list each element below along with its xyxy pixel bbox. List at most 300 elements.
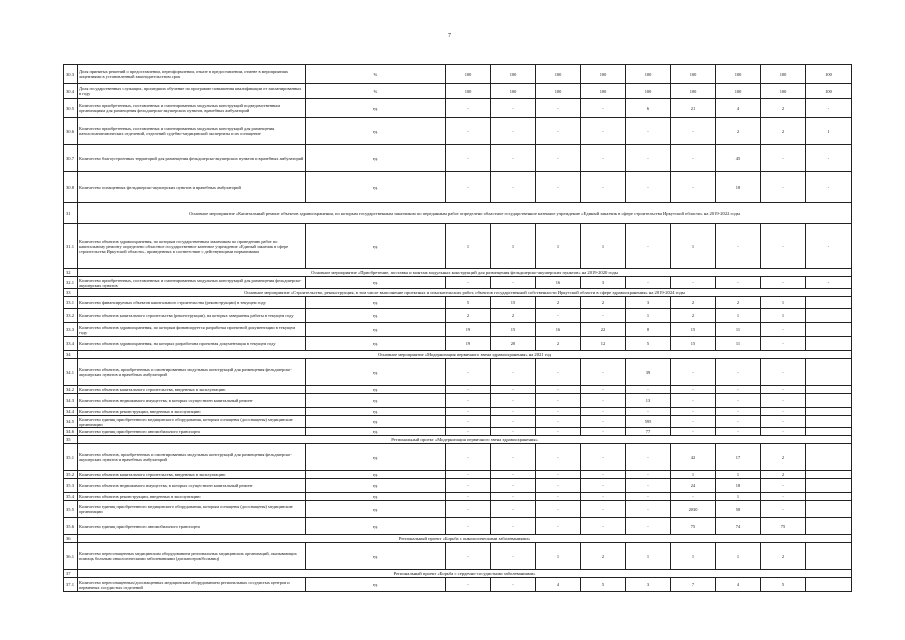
value-cell: 2 xyxy=(491,309,536,323)
table-row xyxy=(64,277,852,289)
value-cell: - xyxy=(446,493,491,501)
value-cell: 17 xyxy=(716,444,761,471)
value-cell: - xyxy=(446,359,491,386)
value-cell: 12 xyxy=(581,337,626,351)
section-title: Региональный проект «Модернизация первичного звена здравоохранения» xyxy=(78,436,852,444)
value-cell: - xyxy=(626,224,671,269)
value-cell: 5 xyxy=(581,578,626,592)
value-cell: 16 xyxy=(536,277,581,289)
value-cell: - xyxy=(446,578,491,592)
table-row xyxy=(64,386,852,394)
value-cell: - xyxy=(761,386,806,394)
value-cell: - xyxy=(626,277,671,289)
value-cell xyxy=(806,493,852,501)
value-cell: 42 xyxy=(671,444,716,471)
value-cell: 2 xyxy=(446,309,491,323)
value-cell: - xyxy=(446,518,491,535)
value-cell: - xyxy=(626,386,671,394)
value-cell: - xyxy=(446,118,491,145)
value-cell xyxy=(806,479,852,493)
value-cell: 100 xyxy=(581,84,626,99)
value-cell: 1 xyxy=(626,309,671,323)
value-cell: 2 xyxy=(761,543,806,570)
value-cell: - xyxy=(671,386,716,394)
table-row xyxy=(64,394,852,408)
row-number: 30.6 xyxy=(64,118,78,145)
indicator-name: Количество объектов недвижимого имущества, в которых осуществлен капитальный ремонт xyxy=(78,394,306,408)
value-cell: - xyxy=(536,359,581,386)
value-cell: - xyxy=(761,323,806,337)
value-cell: 100 xyxy=(626,65,671,84)
value-cell: - xyxy=(446,416,491,428)
section-row xyxy=(64,289,852,297)
indicator-name: Количество приобретенных, поставленных и смонтированных модульных конструкций для размещения патологоанатомических отделений, отделений судебно-медицинской экспертизы и их оснащение xyxy=(78,118,306,145)
indicator-name: Количество переоснащенных/дооснащенных медицинским оборудованием региональных сосудистых центров и первичных сосудистых отделений xyxy=(78,578,306,592)
row-number: 32.1 xyxy=(64,277,78,289)
value-cell: - xyxy=(581,386,626,394)
value-cell: - xyxy=(581,394,626,408)
row-number: 35.3 xyxy=(64,479,78,493)
value-cell: - xyxy=(536,518,581,535)
table-row xyxy=(64,444,852,471)
value-cell: 15 xyxy=(671,337,716,351)
value-cell: - xyxy=(626,145,671,172)
value-cell: 4 xyxy=(716,99,761,118)
value-cell: 100 xyxy=(716,65,761,84)
value-cell: 6 xyxy=(626,99,671,118)
indicator-name: Количество благоустроенных территорий для размещения фельдшерско-акушерских пунктов и врачебных амбулаторий xyxy=(78,145,306,172)
value-cell: - xyxy=(581,118,626,145)
value-cell: 2 xyxy=(716,118,761,145)
value-cell: 5 xyxy=(761,578,806,592)
value-cell: - xyxy=(581,172,626,203)
unit-cell: ед. xyxy=(306,99,446,118)
row-number: 35.6 xyxy=(64,518,78,535)
value-cell: - xyxy=(581,444,626,471)
value-cell: - xyxy=(581,359,626,386)
table-row xyxy=(64,172,852,203)
value-cell: - xyxy=(446,408,491,416)
unit-cell: ед. xyxy=(306,408,446,416)
value-cell: - xyxy=(761,337,806,351)
value-cell: - xyxy=(491,416,536,428)
value-cell: 15 xyxy=(491,297,536,309)
value-cell: - xyxy=(671,118,716,145)
value-cell: 1 xyxy=(446,224,491,269)
table-row xyxy=(64,428,852,436)
table-row xyxy=(64,543,852,570)
value-cell: - xyxy=(716,394,761,408)
value-cell: - xyxy=(491,479,536,493)
value-cell: 19 xyxy=(446,337,491,351)
table-row xyxy=(64,224,852,269)
row-number: 33.1 xyxy=(64,297,78,309)
value-cell: - xyxy=(491,277,536,289)
value-cell: 3 xyxy=(581,277,626,289)
unit-cell: ед. xyxy=(306,172,446,203)
row-number: 36 xyxy=(64,535,78,543)
value-cell xyxy=(806,309,852,323)
row-number: 31.1 xyxy=(64,224,78,269)
row-number: 35.2 xyxy=(64,471,78,479)
value-cell: - xyxy=(671,493,716,501)
value-cell: - xyxy=(491,444,536,471)
indicator-name: Количество объектов, приобретенных и смонтированных модульных конструкций для размещения фельдшерско-акушерских пунктов и врачебных амбулаторий xyxy=(78,444,306,471)
row-number: 34.1 xyxy=(64,359,78,386)
value-cell: 74 xyxy=(716,518,761,535)
indicator-name: Количество единиц приобретенного автомобильного транспорта xyxy=(78,518,306,535)
row-number: 31 xyxy=(64,203,78,224)
value-cell: - xyxy=(446,394,491,408)
unit-cell: ед. xyxy=(306,444,446,471)
value-cell: 4 xyxy=(716,578,761,592)
value-cell: - xyxy=(446,172,491,203)
value-cell: 58 xyxy=(716,501,761,518)
value-cell: - xyxy=(491,501,536,518)
value-cell: - xyxy=(716,386,761,394)
value-cell: - xyxy=(491,394,536,408)
section-title: Основное мероприятие «Строительство, реконструкция, в том числе выполнение проектных и изыскательских работ, объектов государственной собственности Иркутской области в сфере здравоохранения» на 2019-2024 годы xyxy=(78,289,852,297)
value-cell: - xyxy=(671,394,716,408)
unit-cell: ед. xyxy=(306,493,446,501)
unit-cell: ед. xyxy=(306,277,446,289)
row-number: 35.1 xyxy=(64,444,78,471)
value-cell: - xyxy=(626,408,671,416)
value-cell: 2 xyxy=(761,471,806,479)
value-cell: - xyxy=(581,99,626,118)
value-cell: 100 xyxy=(446,65,491,84)
section-row xyxy=(64,269,852,277)
unit-cell: ед. xyxy=(306,518,446,535)
value-cell: 45 xyxy=(716,145,761,172)
value-cell xyxy=(806,386,852,394)
value-cell: 1 xyxy=(716,493,761,501)
value-cell: - xyxy=(536,145,581,172)
value-cell: - xyxy=(536,394,581,408)
section-title: Основное мероприятие «Капитальный ремонт объектов здравоохранения, по которым государственным заказчиком по переданным работ определено областное государственное казенное учреждение «Единый заказчик в сфере строительства Иркутской области» на 2019-2022 годы xyxy=(78,203,852,224)
table-row xyxy=(64,99,852,118)
value-cell: - xyxy=(446,386,491,394)
value-cell: - xyxy=(626,518,671,535)
value-cell: - xyxy=(446,543,491,570)
value-cell: 3 xyxy=(626,578,671,592)
value-cell: 19 xyxy=(446,323,491,337)
value-cell: 100 xyxy=(671,65,716,84)
table-row xyxy=(64,65,852,84)
table-row xyxy=(64,145,852,172)
unit-cell: ед. xyxy=(306,323,446,337)
indicator-name: Количество объектов капитального строительства, введенных в эксплуатацию xyxy=(78,471,306,479)
value-cell: - xyxy=(491,471,536,479)
value-cell: 21 xyxy=(671,99,716,118)
row-number: 37 xyxy=(64,570,78,578)
value-cell: - xyxy=(581,428,626,436)
value-cell: 1 xyxy=(581,224,626,269)
unit-cell: ед. xyxy=(306,359,446,386)
indicator-name: Количество объектов здравоохранения, по которым финансируется разработка проектной документации в текущем году xyxy=(78,323,306,337)
value-cell xyxy=(806,408,852,416)
value-cell: - xyxy=(626,501,671,518)
indicator-name: Количество оснащенных фельдшерско-акушерских пунктов и врачебных амбулаторий xyxy=(78,172,306,203)
value-cell: - xyxy=(536,408,581,416)
table-row xyxy=(64,578,852,592)
value-cell xyxy=(806,578,852,592)
row-number: 30.5 xyxy=(64,99,78,118)
indicator-name: Количество объектов капитального строительства (реконструкции), на которых завершены работы в текущем году xyxy=(78,309,306,323)
value-cell: 1 xyxy=(716,471,761,479)
value-cell: - xyxy=(716,359,761,386)
indicator-name: Количество переоснащенных медицинским оборудованием региональных медицинских организаций, оказывающих помощь больным онкологическими заболеваниями (диспансеров/больниц) xyxy=(78,543,306,570)
value-cell: 15 xyxy=(491,323,536,337)
value-cell: - xyxy=(626,118,671,145)
indicator-name: Количество финансируемых объектов капитального строительства (реконструкции) в текущем году xyxy=(78,297,306,309)
value-cell: - xyxy=(491,428,536,436)
row-number: 32 xyxy=(64,269,78,277)
value-cell: - xyxy=(761,145,806,172)
table-row xyxy=(64,416,852,428)
value-cell: - xyxy=(536,309,581,323)
unit-cell: % xyxy=(306,84,446,99)
value-cell: - xyxy=(716,224,761,269)
value-cell: - xyxy=(491,359,536,386)
row-number: 30.3 xyxy=(64,65,78,84)
section-title: Основное мероприятие «Модернизация первичного звена здравоохранения» на 2021 год xyxy=(78,351,852,359)
value-cell: 8 xyxy=(626,323,671,337)
table-row xyxy=(64,408,852,416)
section-row xyxy=(64,535,852,543)
value-cell: 39 xyxy=(626,359,671,386)
value-cell: - xyxy=(671,408,716,416)
value-cell: - xyxy=(626,172,671,203)
value-cell xyxy=(806,297,852,309)
value-cell: 1 xyxy=(491,224,536,269)
unit-cell: ед. xyxy=(306,297,446,309)
value-cell: 75 xyxy=(671,518,716,535)
value-cell: - xyxy=(581,493,626,501)
section-title: Региональный проект «Борьба с онкологическими заболеваниями» xyxy=(78,535,852,543)
value-cell: - xyxy=(446,501,491,518)
table-row xyxy=(64,479,852,493)
row-number: 34.6 xyxy=(64,428,78,436)
value-cell: 1 xyxy=(716,543,761,570)
value-cell: - xyxy=(491,493,536,501)
value-cell: - xyxy=(806,99,852,118)
section-title: Основное мероприятие «Приобретение, поставка и монтаж модульных конструкций для размещения фельдшерско-акушерских пунктов» на 2019-2020 годы xyxy=(78,269,852,277)
table-row xyxy=(64,309,852,323)
row-number: 33.2 xyxy=(64,309,78,323)
value-cell: - xyxy=(761,428,806,436)
value-cell: - xyxy=(491,518,536,535)
value-cell: - xyxy=(491,145,536,172)
value-cell xyxy=(806,394,852,408)
value-cell: 1 xyxy=(671,224,716,269)
value-cell: - xyxy=(806,172,852,203)
unit-cell: ед. xyxy=(306,224,446,269)
unit-cell: ед. xyxy=(306,501,446,518)
unit-cell: ед. xyxy=(306,578,446,592)
value-cell xyxy=(806,337,852,351)
value-cell: - xyxy=(536,471,581,479)
value-cell xyxy=(806,359,852,386)
unit-cell: ед. xyxy=(306,394,446,408)
unit-cell: ед. xyxy=(306,386,446,394)
value-cell: - xyxy=(626,479,671,493)
value-cell: - xyxy=(671,428,716,436)
value-cell: - xyxy=(491,99,536,118)
value-cell: - xyxy=(761,224,806,269)
value-cell: 100 xyxy=(761,84,806,99)
indicator-name: Количество объектов реконструкции, введенных в эксплуатацию xyxy=(78,493,306,501)
value-cell: - xyxy=(761,394,806,408)
value-cell: - xyxy=(761,501,806,518)
unit-cell: ед. xyxy=(306,309,446,323)
value-cell: - xyxy=(536,172,581,203)
row-number: 37.1 xyxy=(64,578,78,592)
table-row xyxy=(64,518,852,535)
value-cell xyxy=(806,518,852,535)
unit-cell: % xyxy=(306,65,446,84)
value-cell: - xyxy=(671,145,716,172)
value-cell: - xyxy=(491,543,536,570)
value-cell: 16 xyxy=(536,323,581,337)
value-cell: - xyxy=(761,493,806,501)
value-cell: - xyxy=(581,309,626,323)
indicator-name: Количество единиц приобретенного автомобильного транспорта xyxy=(78,428,306,436)
value-cell: - xyxy=(761,479,806,493)
indicator-name: Количество приобретенных, поставленных и смонтированных модульных конструкций подведомственным организациям для размещения фельдшерско-акушерских пунктов, врачебных амбулаторий xyxy=(78,99,306,118)
value-cell: - xyxy=(581,416,626,428)
row-number: 33 xyxy=(64,289,78,297)
indicator-name: Доля государственных служащих, прошедших обучение по программе повышения квалификации от запланированных в году xyxy=(78,84,306,99)
value-cell: 11 xyxy=(716,323,761,337)
indicator-name: Количество объектов здравоохранения, на которых разработана проектная документация в текущем году xyxy=(78,337,306,351)
value-cell xyxy=(806,543,852,570)
value-cell: 24 xyxy=(671,479,716,493)
value-cell: 100 xyxy=(446,84,491,99)
value-cell: 2 xyxy=(671,297,716,309)
indicators-table xyxy=(63,64,852,592)
value-cell: - xyxy=(446,479,491,493)
page-number: 7 xyxy=(448,33,451,39)
value-cell: 100 xyxy=(491,65,536,84)
value-cell: - xyxy=(491,172,536,203)
value-cell: 2 xyxy=(536,337,581,351)
value-cell: - xyxy=(446,99,491,118)
value-cell: 4 xyxy=(536,578,581,592)
section-row xyxy=(64,351,852,359)
value-cell: - xyxy=(536,118,581,145)
value-cell: - xyxy=(446,471,491,479)
value-cell: - xyxy=(716,428,761,436)
value-cell: 2 xyxy=(761,444,806,471)
value-cell: 1 xyxy=(536,224,581,269)
value-cell: - xyxy=(761,408,806,416)
row-number: 33.4 xyxy=(64,337,78,351)
section-row xyxy=(64,570,852,578)
indicator-name: Количество объектов, приобретенных и смонтированных модульных конструкций для размещения фельдшерско-акушерских пунктов и врачебных амбулаторий xyxy=(78,359,306,386)
table-row xyxy=(64,323,852,337)
indicator-name: Количество объектов капитального строительства, введенных в эксплуатацию xyxy=(78,386,306,394)
row-number: 34.5 xyxy=(64,416,78,428)
value-cell: 2 xyxy=(671,309,716,323)
unit-cell: ед. xyxy=(306,471,446,479)
row-number: 34.3 xyxy=(64,394,78,408)
value-cell: - xyxy=(626,444,671,471)
table-row xyxy=(64,501,852,518)
value-cell: 5 xyxy=(626,337,671,351)
value-cell xyxy=(806,428,852,436)
indicator-name: Количество единиц приобретенного медицинского оборудования, которым оснащены (дооснащены) медицинские организации xyxy=(78,416,306,428)
row-number: 34 xyxy=(64,351,78,359)
value-cell: - xyxy=(716,416,761,428)
value-cell: 100 xyxy=(761,65,806,84)
row-number: 35.4 xyxy=(64,493,78,501)
value-cell: 1 xyxy=(761,309,806,323)
value-cell: 2 xyxy=(581,543,626,570)
section-row xyxy=(64,203,852,224)
value-cell: 100 xyxy=(716,84,761,99)
value-cell: - xyxy=(536,479,581,493)
value-cell: 100 xyxy=(581,65,626,84)
value-cell: - xyxy=(491,118,536,145)
row-number: 33.3 xyxy=(64,323,78,337)
value-cell: 11 xyxy=(716,337,761,351)
value-cell: 2030 xyxy=(671,501,716,518)
value-cell: 1 xyxy=(761,297,806,309)
row-number: 35 xyxy=(64,436,78,444)
unit-cell: ед. xyxy=(306,337,446,351)
value-cell: - xyxy=(671,359,716,386)
table-row xyxy=(64,471,852,479)
value-cell: - xyxy=(536,493,581,501)
value-cell: - xyxy=(581,479,626,493)
value-cell: - xyxy=(761,359,806,386)
value-cell: - xyxy=(626,471,671,479)
value-cell: 100 xyxy=(806,84,852,99)
value-cell: 13 xyxy=(626,394,671,408)
value-cell: 595 xyxy=(626,416,671,428)
value-cell: - xyxy=(446,428,491,436)
value-cell: - xyxy=(491,386,536,394)
indicator-name: Количество объектов недвижимого имущества, в которых осуществлен капитальный ремонт xyxy=(78,479,306,493)
value-cell: - xyxy=(806,277,852,289)
value-cell: - xyxy=(446,444,491,471)
value-cell: - xyxy=(716,277,761,289)
value-cell: 1 xyxy=(806,118,852,145)
indicator-name: Количество единиц приобретенного медицинского оборудования, которым оснащены (дооснащены) медицинские организации xyxy=(78,501,306,518)
row-number: 30.8 xyxy=(64,172,78,203)
value-cell: 18 xyxy=(716,479,761,493)
value-cell: 15 xyxy=(671,323,716,337)
unit-cell: ед. xyxy=(306,543,446,570)
value-cell: 100 xyxy=(626,84,671,99)
value-cell: - xyxy=(446,277,491,289)
value-cell xyxy=(806,501,852,518)
value-cell: 22 xyxy=(581,323,626,337)
indicator-name: Количество объектов здравоохранения, по которым государственным заказчиком по проведению работ по капитальному ремонту определено областное государственное казенное учреждение «Единый заказчик в сфере строительства Иркутской области», приведенных в соответствие с действующими нормативами xyxy=(78,224,306,269)
value-cell: - xyxy=(761,277,806,289)
value-cell: 1 xyxy=(671,471,716,479)
unit-cell: ед. xyxy=(306,428,446,436)
row-number: 30.4 xyxy=(64,84,78,99)
section-row xyxy=(64,436,852,444)
value-cell: - xyxy=(581,518,626,535)
value-cell: - xyxy=(536,386,581,394)
table-row xyxy=(64,337,852,351)
row-number: 35.5 xyxy=(64,501,78,518)
value-cell: - xyxy=(806,224,852,269)
value-cell: - xyxy=(671,172,716,203)
